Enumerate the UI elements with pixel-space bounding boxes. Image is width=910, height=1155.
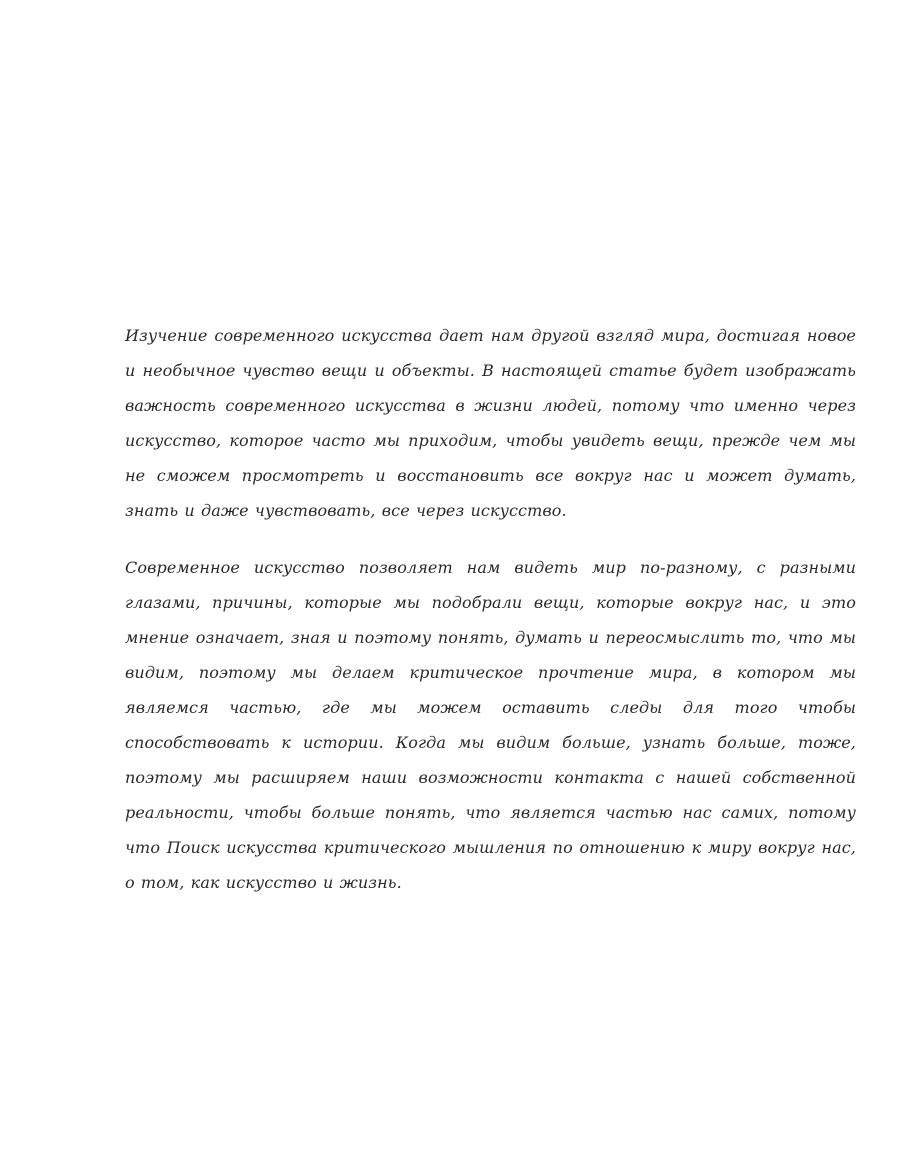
paragraph-1: Изучение современного искусства дает нам другой взгляд мира, достигая новое и необычное чувство вещи и объекты. В настоящей статье будет изображать важность современного искусства в жизни людей, потому что именно через искусство, которое часто мы приходим, чтобы увидеть вещи, прежде чем мы не сможем просмотреть и восстановить все вокруг нас и может думать, знать и даже чувствовать, все через искусство.	[125, 326, 856, 520]
document-body	[125, 318, 856, 900]
paragraph-2: Современное искусство позволяет нам видеть мир по-разному, с разными глазами, причины, которые мы подобрали вещи, которые вокруг нас, и это мнение означает, зная и поэтому понять, думать и переосмыслить то, что мы видим, поэтому мы делаем критическое прочтение мира, в котором мы являемся частью, где мы можем оставить следы для того чтобы способствовать к истории. Когда мы видим больше, узнать больше, тоже, поэтому мы расширяем наши возможности контакта с нашей собственной реальности, чтобы больше понять, что является частью нас самих, потому что Поиск искусства критического мышления по отношению к миру вокруг нас, о том, как искусство и жизнь.	[125, 558, 856, 892]
